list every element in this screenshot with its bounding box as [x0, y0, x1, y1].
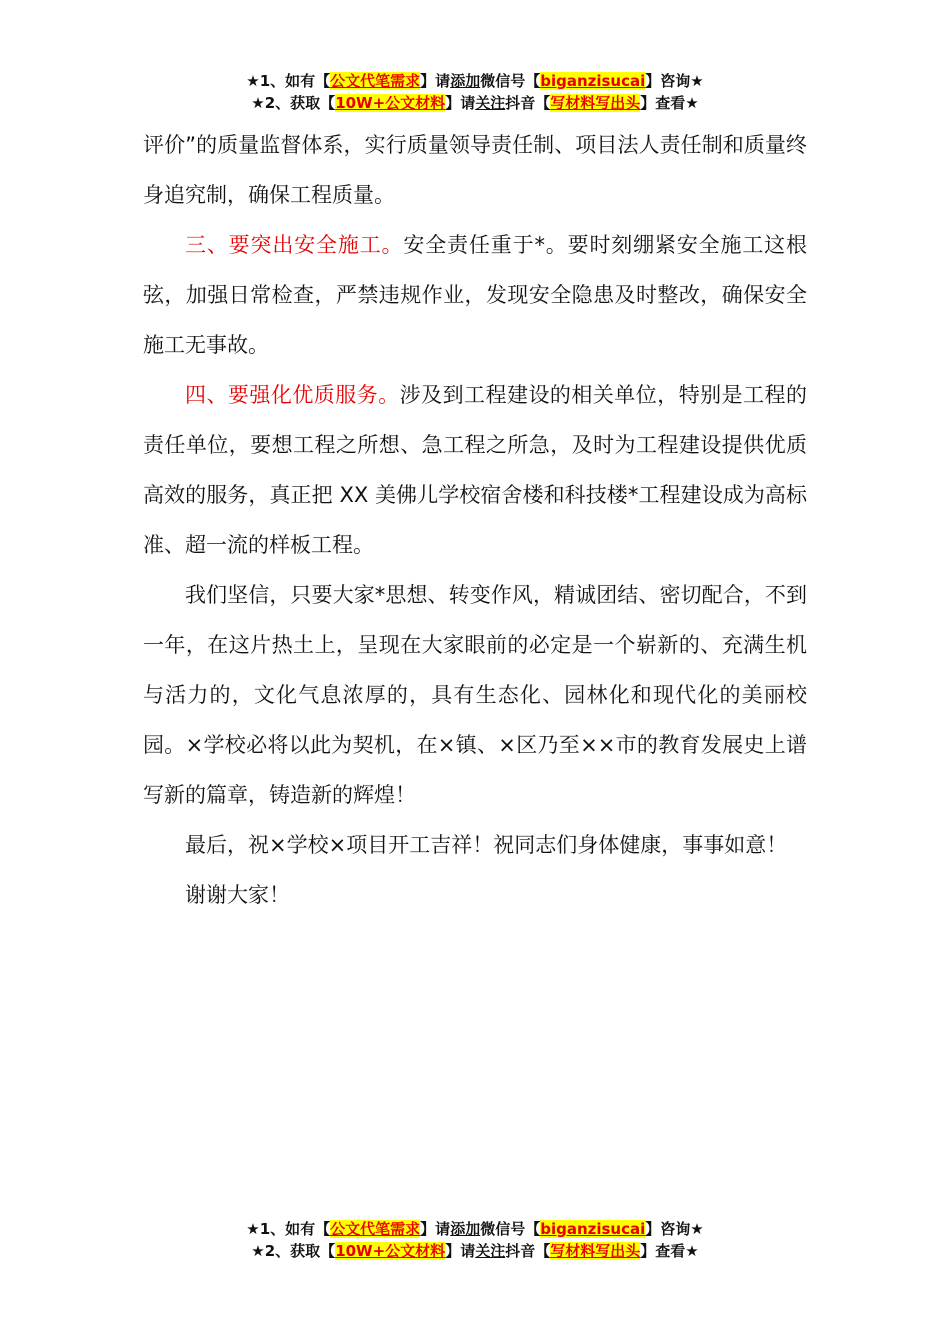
banner-text: 微信号【: [480, 72, 541, 90]
banner-text: ★2、获取【: [251, 1242, 336, 1260]
header-banner: [0, 70, 950, 114]
banner-text: 】请: [420, 1220, 451, 1238]
banner-text: 抖音【: [505, 1242, 551, 1260]
banner-line-2: [0, 92, 950, 114]
banner-underlined: 添加: [450, 72, 481, 90]
paragraph-text: 安全责任重于*。要时刻绷紧安全施工这根弦，加强日常检查，严禁违规作业，发现安全隐患及时整改，确保安全施工无事故。: [143, 233, 808, 357]
highlight-wechat-id: biganzisucai: [540, 1220, 646, 1238]
banner-text: ★1、如有【: [246, 1220, 331, 1238]
banner-text: 】咨询★: [645, 72, 704, 90]
highlight-wechat-id: biganzisucai: [540, 72, 646, 90]
banner-text: 】请: [420, 72, 451, 90]
banner-text: ★1、如有【: [246, 72, 331, 90]
banner-text: 】咨询★: [645, 1220, 704, 1238]
paragraph-text: 涉及到工程建设的相关单位，特别是工程的责任单位，要想工程之所想、急工程之所急，及时为工程建设提供优质高效的服务，真正把 XX 美佛儿学校宿舍楼和科技楼*工程建设成为高标准、超一流的样板工程。: [143, 383, 808, 557]
paragraph-continued: 评价”的质量监督体系，实行质量领导责任制、项目法人责任制和质量终身追究制，确保工程质量。: [143, 133, 807, 207]
highlight-materials: 10W+公文材料: [335, 1242, 446, 1260]
banner-underlined: 关注: [475, 94, 506, 112]
banner-text: ★2、获取【: [251, 94, 336, 112]
section-heading-service: 四、要强化优质服务。: [185, 383, 400, 407]
banner-text: 】查看★: [640, 1242, 699, 1260]
banner-text: 微信号【: [480, 1220, 541, 1238]
paragraph-thanks: 谢谢大家！: [185, 883, 290, 907]
banner-line-1: [0, 70, 950, 92]
banner-line-1: [0, 1218, 950, 1240]
banner-text: 】查看★: [640, 94, 699, 112]
banner-underlined: 关注: [475, 1242, 506, 1260]
highlight-materials: 10W+公文材料: [335, 94, 446, 112]
highlight-service: 公文代笔需求: [330, 72, 421, 90]
banner-line-2: [0, 1240, 950, 1262]
banner-text: 抖音【: [505, 94, 551, 112]
footer-banner: [0, 1218, 950, 1262]
highlight-service: 公文代笔需求: [330, 1220, 421, 1238]
paragraph-safety: [143, 220, 807, 370]
banner-underlined: 添加: [450, 1220, 481, 1238]
paragraph-service: [143, 370, 807, 570]
document-body: [143, 120, 807, 920]
highlight-douyin-id: 写材料写出头: [550, 94, 641, 112]
banner-text: 】请: [445, 1242, 476, 1260]
section-heading-safety: 三、要突出安全施工。: [185, 233, 404, 257]
highlight-douyin-id: 写材料写出头: [550, 1242, 641, 1260]
paragraph-wishes: 最后，祝×学校×项目开工吉祥！祝同志们身体健康，事事如意！: [185, 833, 788, 857]
paragraph-belief: 我们坚信，只要大家*思想、转变作风，精诚团结、密切配合，不到一年，在这片热土上，呈现在大家眼前的必定是一个崭新的、充满生机与活力的，文化气息浓厚的，具有生态化、园林化和现代化的美丽校园。×学校必将以此为契机，在×镇、×区乃至××市的教育发展史上谱写新的篇章，铸造新的辉煌！: [143, 583, 807, 807]
banner-text: 】请: [445, 94, 476, 112]
